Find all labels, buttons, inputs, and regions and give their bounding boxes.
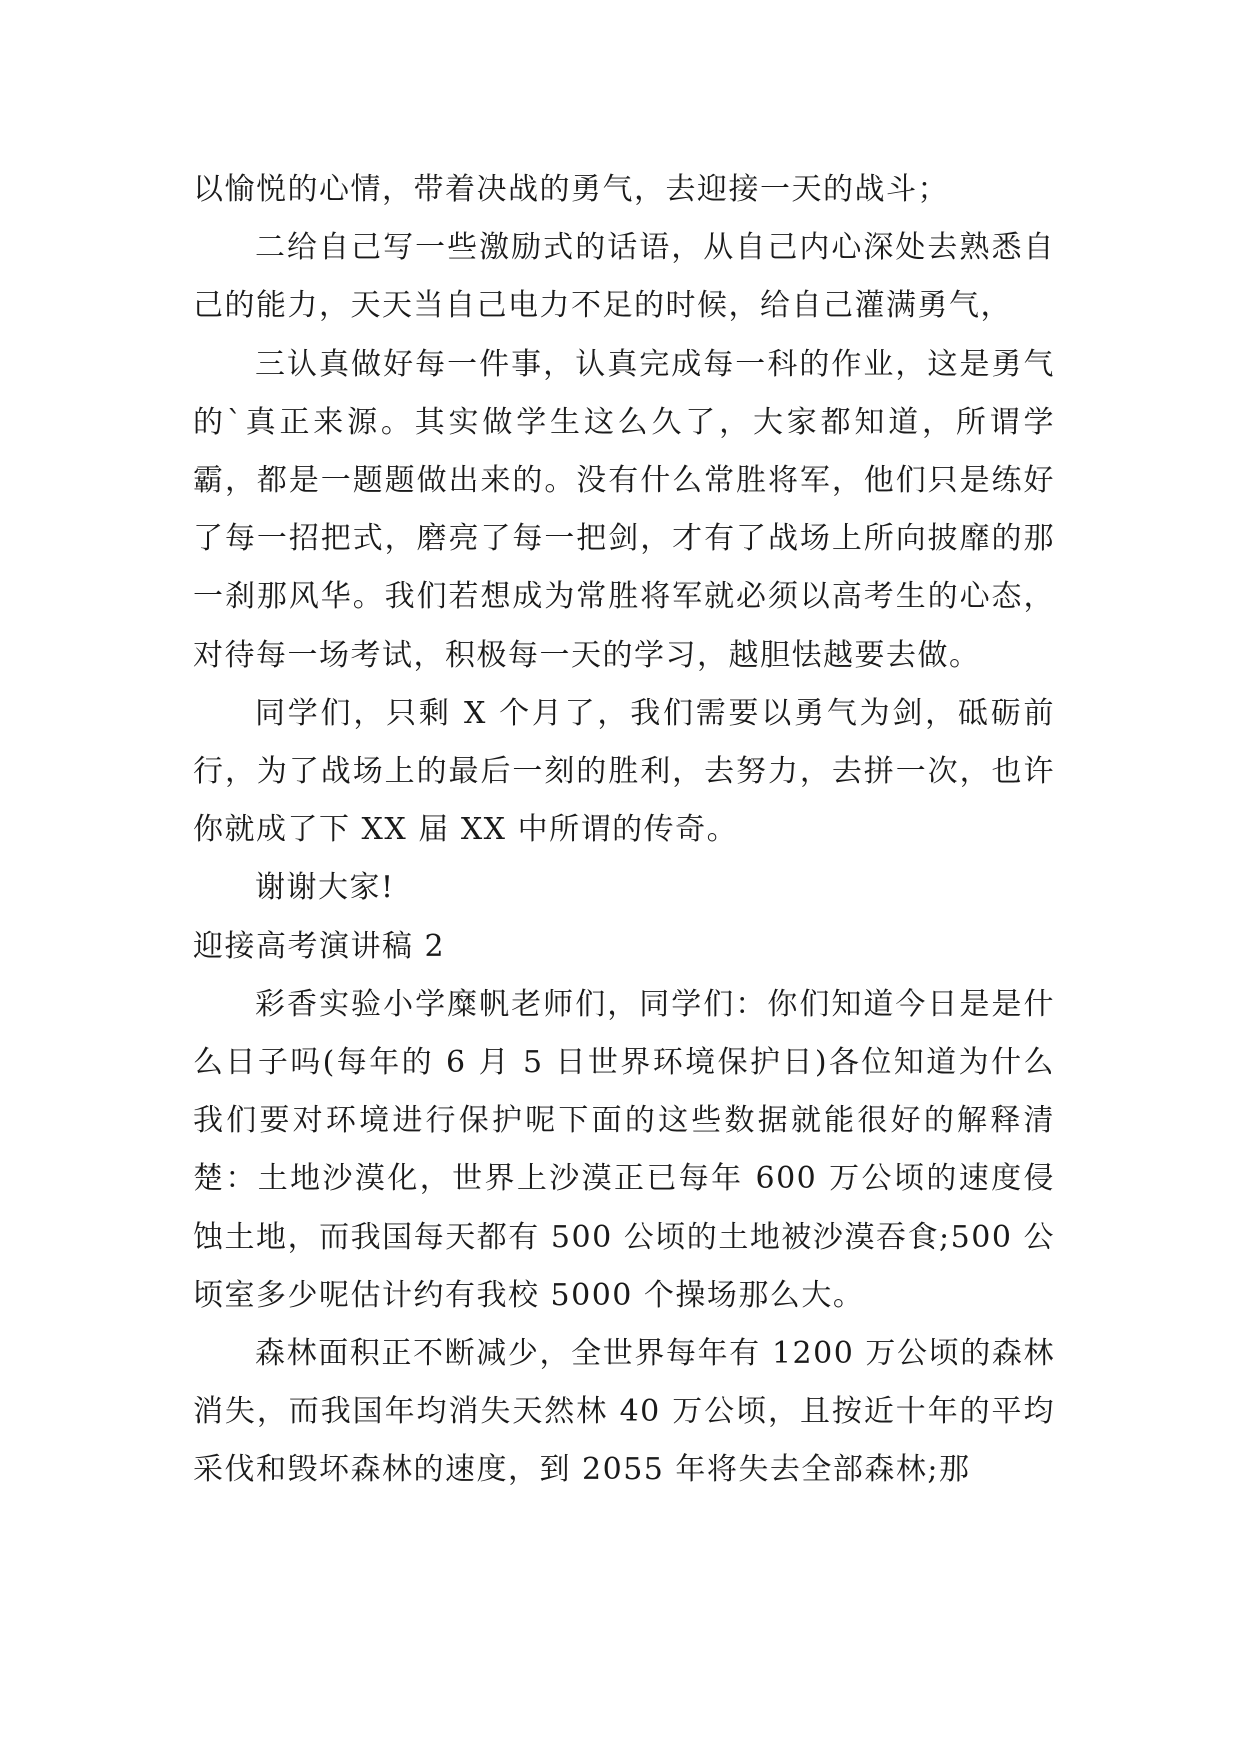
paragraph-1: 以愉悦的心情，带着决战的勇气，去迎接一天的战斗； (193, 172, 949, 207)
paragraph-2: 二给自己写一些激励式的话语，从自己内心深处去熟悉自己的能力，天天当自己电力不足的时候，给自己灌满勇气， (193, 230, 1055, 324)
paragraph-6: 彩香实验小学糜帆老师们，同学们：你们知道今日是是什么日子吗(每年的 6 月 5 日世界环境保护日)各位知道为什么我们要对环境进行保护呢下面的这些数据就能很好的解释清楚：土地沙漠化，世界上沙漠正已每年 600 万公顷的速度侵蚀土地，而我国每天都有 500 公顷的土地被沙漠吞食;500 公顷室多少呢估计约有我校 5000 个操场那么大。 (193, 986, 1055, 1313)
paragraph-4: 同学们，只剩 X 个月了，我们需要以勇气为剑，砥砺前行，为了战场上的最后一刻的胜利，去努力，去拼一次，也许你就成了下 XX 届 XX 中所谓的传奇。 (193, 695, 1055, 848)
paragraph-7: 森林面积正不断减少，全世界每年有 1200 万公顷的森林消失，而我国年均消失天然林 40 万公顷，且按近十年的平均采伐和毁坏森林的速度，到 2055 年将失去全部森林;那 (193, 1336, 1055, 1488)
paragraph-3: 三认真做好每一件事，认真完成每一科的作业，这是勇气的`真正来源。其实做学生这么久了，大家都知道，所谓学霸，都是一题题做出来的。没有什么常胜将军，他们只是练好了每一招把式，磨亮了每一把剑，才有了战场上所向披靡的那一刹那风华。我们若想成为常胜将军就必须以高考生的心态，对待每一场考试，积极每一天的学习，越胆怯越要去做。 (193, 346, 1055, 673)
paragraph-5: 谢谢大家! (255, 870, 395, 906)
document-body (193, 161, 1055, 1500)
section-heading: 迎接高考演讲稿 2 (193, 928, 446, 964)
